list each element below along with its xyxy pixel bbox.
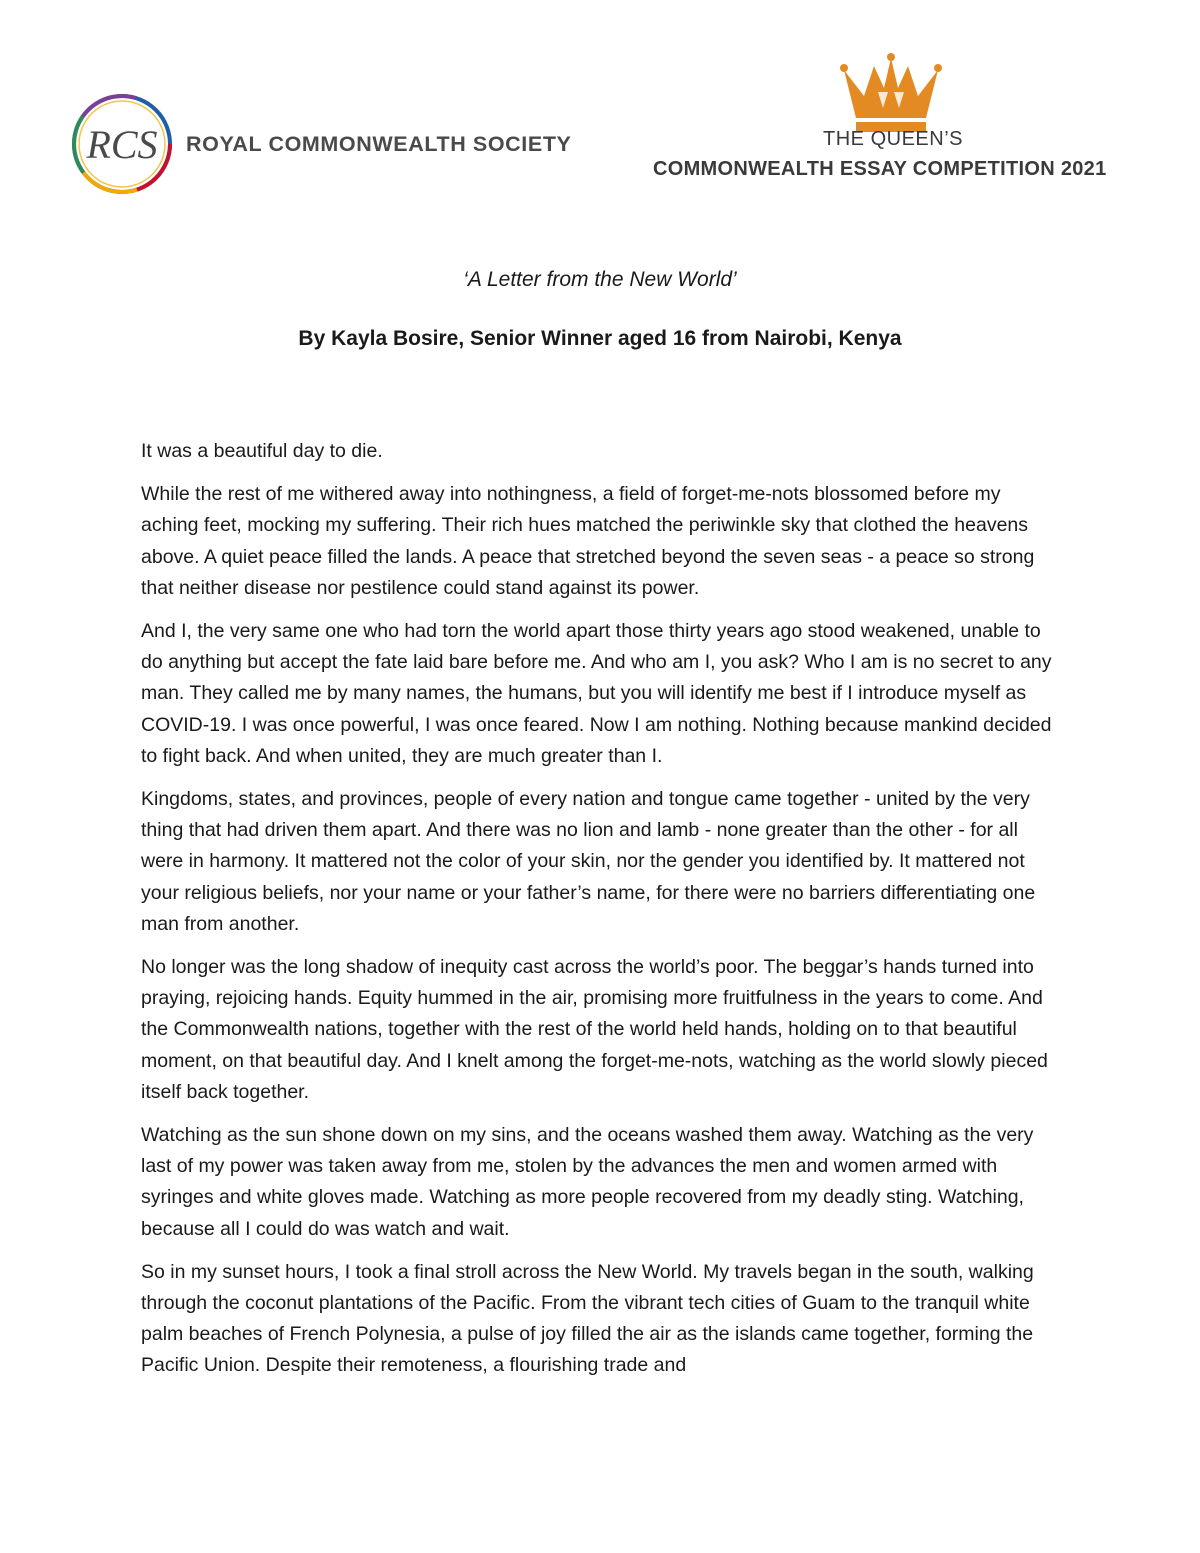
competition-line2: COMMONWEALTH ESSAY COMPETITION 2021 (653, 158, 1107, 180)
paragraph: So in my sunset hours, I took a final stroll across the New World. My travels began in the south, walking through the coconut plantations of the Pacific. From the vibrant tech cities of Guam to the tranquil white palm beaches of French Polynesia, a pulse of joy filled the air as the islands came together, forming the Pacific Union. Despite their remoteness, a flourishing trade and (141, 1260, 1034, 1377)
rcs-initials: RCS (86, 122, 158, 167)
essay-title: ‘A Letter from the New World’ (463, 268, 737, 291)
paragraph: No longer was the long shadow of inequity cast across the world’s poor. The beggar’s hands turned into praying, rejoicing hands. Equity hummed in the air, promising more fruitfulness in the years to come. And the Commonwealth nations, together with the rest of the world held hands, holding on to that beautiful moment, on that beautiful day. And I knelt among the forget-me-nots, watching as the world slowly pieced itself back together. (141, 956, 1048, 1103)
competition-line1: THE QUEEN’S (823, 128, 963, 150)
paragraph: While the rest of me withered away into nothingness, a field of forget-me-nots blossomed before my aching feet, mocking my suffering. Their rich hues matched the periwinkle sky that clothed the heavens above. A quiet peace filled the lands. A peace that stretched beyond the seven seas - a peace so strong that neither disease nor pestilence could stand against its power. (141, 483, 1035, 599)
crown-icon (838, 52, 944, 136)
paragraph: Watching as the sun shone down on my sins, and the oceans washed them away. Watching as the very last of my power was taken away from me, stolen by the advances the men and women armed with syringes and white gloves made. Watching as more people recovered from my deadly sting. Watching, because all I could do was watch and wait. (141, 1124, 1034, 1240)
essay-byline: By Kayla Bosire, Senior Winner aged 16 from Nairobi, Kenya (298, 327, 902, 350)
paragraph: And I, the very same one who had torn the world apart those thirty years ago stood weakened, unable to do anything but accept the fate laid bare before me. And who am I, you ask? Who I am is no secret to any man. They called me by many names, the humans, but you will identify me best if I introduce myself as COVID-19. I was once powerful, I was once feared. Now I am nothing. Nothing because mankind decided to fight back. And when united, they are much greater than I. (141, 620, 1052, 767)
paragraph: Kingdoms, states, and provinces, people of every nation and tongue came together - united by the very thing that had driven them apart. And there was no lion and lamb - none greater than the other - for all were in harmony. It mattered not the color of your skin, nor the gender you identified by. It mattered not your religious beliefs, nor your name or your father’s name, for there were no barriers differentiating one man from another. (141, 788, 1036, 935)
essay-body (141, 436, 1061, 1394)
paragraph: It was a beautiful day to die. (141, 440, 383, 462)
rcs-name: ROYAL COMMONWEALTH SOCIETY (186, 132, 572, 156)
